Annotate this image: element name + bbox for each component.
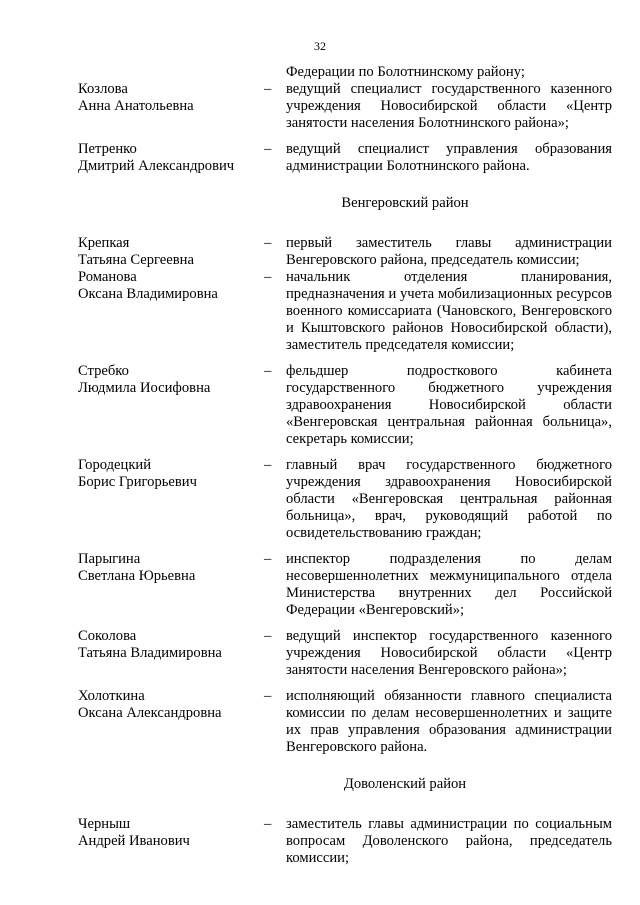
member-given-names: Татьяна Сергеевна (78, 252, 194, 268)
member-name (78, 816, 264, 867)
dash-separator: – (264, 363, 272, 379)
member-name (78, 269, 264, 354)
section-heading-vengerovsky: Венгеровский район (341, 195, 469, 211)
dash-separator: – (264, 235, 272, 251)
member-entry (78, 457, 612, 542)
member-entry (78, 81, 612, 132)
member-surname: Парыгина (78, 551, 141, 567)
member-position: инспектор подразделения по делам несовершеннолетних межмуниципального отдела Министерства внутренних дел Российской Федерации «Венгеровский»; (286, 551, 612, 618)
member-name (78, 141, 264, 175)
member-surname: Романова (78, 269, 137, 285)
member-given-names: Борис Григорьевич (78, 474, 197, 490)
section-heading-dovolensky: Доволенский район (343, 776, 467, 792)
member-entry (78, 269, 612, 354)
member-entry (78, 235, 612, 269)
member-entry (78, 141, 612, 175)
member-entry (78, 816, 612, 867)
member-entry (78, 551, 612, 619)
member-name (78, 457, 264, 542)
dash-separator: – (264, 688, 272, 704)
dash-separator: – (264, 551, 272, 567)
member-position: ведущий специалист управления образования администрации Болотнинского района. (286, 141, 612, 174)
member-surname: Холоткина (78, 688, 145, 704)
dash-separator: – (264, 141, 272, 157)
dash-separator: – (264, 457, 272, 473)
member-surname: Крепкая (78, 235, 130, 251)
member-name (78, 551, 264, 619)
member-given-names: Андрей Иванович (78, 833, 190, 849)
dash-separator: – (264, 81, 272, 97)
document-body (78, 64, 612, 867)
member-position: исполняющий обязанности главного специалиста комиссии по делам несовершеннолетних и защите их прав управления образования администрации Венгеровского района. (286, 688, 612, 755)
member-given-names: Оксана Александровна (78, 705, 222, 721)
member-surname: Петренко (78, 141, 137, 157)
member-position: первый заместитель главы администрации Венгеровского района, председатель комиссии; (286, 235, 612, 268)
dash-separator: – (264, 628, 272, 644)
member-surname: Козлова (78, 81, 128, 97)
member-given-names: Оксана Владимировна (78, 286, 218, 302)
member-surname: Городецкий (78, 457, 152, 473)
dash-separator: – (264, 816, 272, 832)
member-entry (78, 363, 612, 448)
member-surname: Стребко (78, 363, 129, 379)
page-number: 32 (314, 39, 326, 53)
member-position: начальник отделения планирования, предназначения и учета мобилизационных ресурсов военного комиссариата (Чановского, Венгеровского и Кыштовского районов Новосибирской области), заместитель председателя комиссии; (286, 269, 612, 353)
continuation-text: Федерации по Болотнинскому району; (286, 64, 525, 80)
member-given-names: Анна Анатольевна (78, 98, 194, 114)
member-given-names: Людмила Иосифовна (78, 380, 211, 396)
member-position: ведущий инспектор государственного казенного учреждения Новосибирской области «Центр занятости населения Венгеровского района»; (286, 628, 612, 678)
member-name (78, 363, 264, 448)
member-entry (78, 628, 612, 679)
member-position: фельдшер подросткового кабинета государственного бюджетного учреждения здравоохранения Новосибирской области «Венгеровская центральная районная больница», секретарь комиссии; (286, 363, 612, 447)
member-name (78, 235, 264, 269)
member-name (78, 688, 264, 756)
member-given-names: Татьяна Владимировна (78, 645, 222, 661)
member-entry (78, 688, 612, 756)
member-given-names: Дмитрий Александрович (78, 158, 235, 174)
member-name (78, 628, 264, 679)
member-given-names: Светлана Юрьевна (78, 568, 196, 584)
member-surname: Соколова (78, 628, 137, 644)
member-name (78, 81, 264, 132)
member-position: ведущий специалист государственного казенного учреждения Новосибирской области «Центр занятости населения Болотнинского района»; (286, 81, 612, 131)
member-surname: Черныш (78, 816, 131, 832)
member-position: заместитель главы администрации по социальным вопросам Доволенского района, председатель комиссии; (286, 816, 612, 866)
dash-separator: – (264, 269, 272, 285)
member-position: главный врач государственного бюджетного учреждения здравоохранения Новосибирской области «Венгеровская центральная районная больница», врач, руководящий работой по освидетельствованию граждан; (286, 457, 612, 541)
